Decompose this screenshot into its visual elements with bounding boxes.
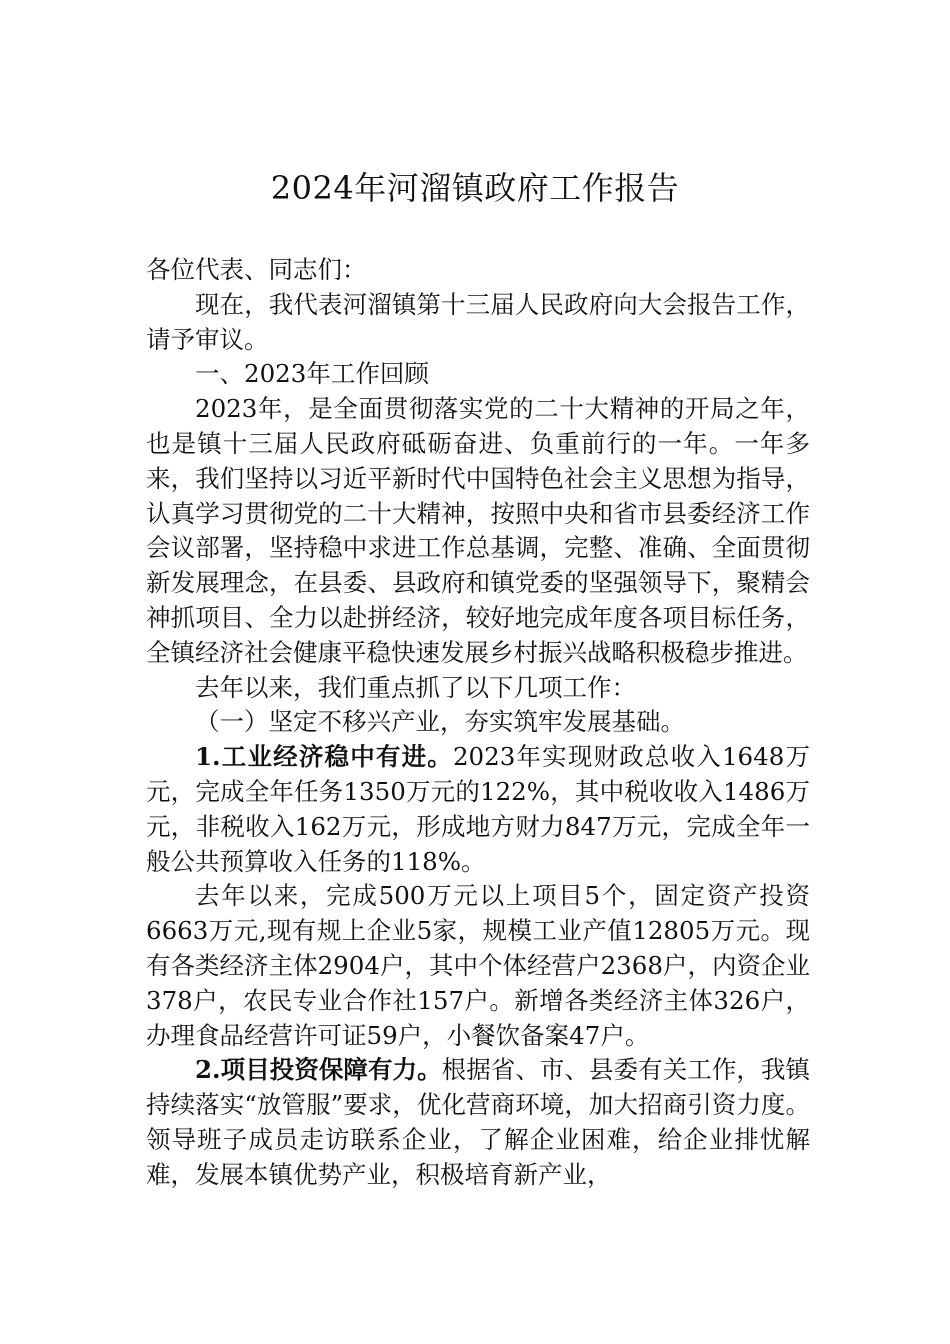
paragraph	[146, 392, 810, 670]
paragraph	[146, 879, 810, 1053]
paragraph	[146, 740, 810, 879]
section-heading	[146, 357, 810, 392]
document-title: 2024年河溜镇政府工作报告	[270, 169, 680, 207]
section-heading-text: 一、2023年工作回顾	[195, 359, 429, 389]
subsection-heading	[146, 705, 810, 740]
paragraph-text: 去年以来，我们重点抓了以下几项工作：	[195, 672, 636, 702]
subsection-heading-text: （一）坚定不移兴产业，夯实筑牢发展基础。	[195, 707, 685, 737]
paragraph	[146, 288, 810, 358]
paragraph-text: 根据省、市、县委有关工作，我镇持续落实“放管服”要求，优化营商环境，加大招商引资力度。领导班子成员走访联系企业，了解企业困难，给企业排忧解难，发展本镇优势产业，积极培育新产业，	[146, 1055, 810, 1189]
paragraph-text: 现在，我代表河溜镇第十三届人民政府向大会报告工作，请予审议。	[146, 289, 810, 354]
paragraph	[146, 1053, 810, 1192]
paragraph-text: 去年以来，完成500万元以上项目5个，固定资产投资6663万元,现有规上企业5家，规模工业产值12805万元。现有各类经济主体2904户，其中个体经营户2368户，内资企业378户，农民专业合作社157户。新增各类经济主体326户，办理食品经营许可证59户，小餐饮备案47户。	[146, 881, 810, 1050]
paragraph-lead: 1.工业经济稳中有进。	[195, 742, 453, 772]
paragraph-lead: 2.项目投资保障有力。	[195, 1055, 442, 1085]
paragraph	[146, 671, 810, 706]
paragraph-text: 2023年实现财政总收入1648万元，完成全年任务1350万元的122%，其中税收收入1486万元，非税收入162万元，形成地方财力847万元，完成全年一般公共预算收入任务的118%。	[146, 742, 810, 876]
greeting: 各位代表、同志们：	[146, 255, 367, 284]
paragraph-text: 2023年，是全面贯彻落实党的二十大精神的开局之年，也是镇十三届人民政府砥砺奋进、负重前行的一年。一年多来，我们坚持以习近平新时代中国特色社会主义思想为指导，认真学习贯彻党的二十大精神，按照中央和省市县委经济工作会议部署，坚持稳中求进工作总基调，完整、准确、全面贯彻新发展理念，在县委、县政府和镇党委的坚强领导下，聚精会神抓项目、全力以赴拼经济，较好地完成年度各项目标任务，全镇经济社会健康平稳快速发展乡村振兴战略积极稳步推进。	[146, 394, 810, 667]
document-body	[146, 253, 810, 1193]
